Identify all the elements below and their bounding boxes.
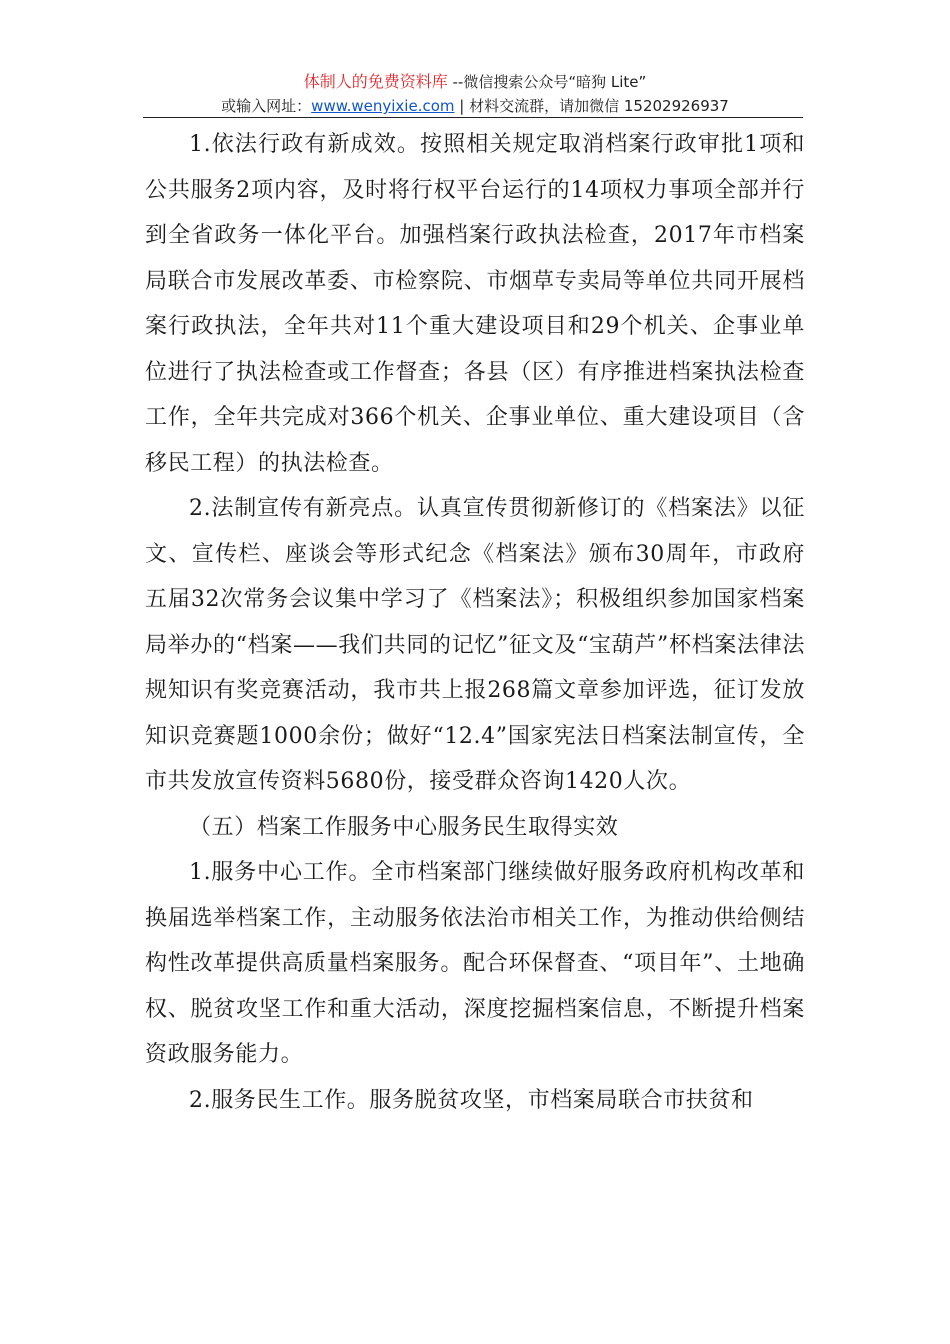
header-line-1 [0,70,950,94]
website-link[interactable]: www.wenyixie.com [311,97,455,115]
header-line-2 [0,94,950,118]
paragraph-service-center: 1.服务中心工作。全市档案部门继续做好服务政府机构改革和换届选举档案工作，主动服务依法治市相关工作，为推动供给侧结构性改革提供高质量档案服务。配合环保督查、“项目年”、土地确权、脱贫攻坚工作和重大活动，深度挖掘档案信息，不断提升档案资政服务能力。 [145,860,805,1067]
section-heading: （五）档案工作服务中心服务民生取得实效 [189,814,619,840]
watermark-header [0,70,950,118]
wechat-note: --微信搜索公众号“暗狗 Lite” [447,73,647,91]
paragraph-legal-administration: 1.依法行政有新成效。按照相关规定取消档案行政审批1项和公共服务2项内容，及时将行权平台运行的14项权力事项全部并行到全省政务一体化平台。加强档案行政执法检查，2017年市档案局联合市发展改革委、市检察院、市烟草专卖局等单位共同开展档案行政执法，全年共对11个重大建设项目和29个机关、企事业单位进行了执法检查或工作督查；各县（区）有序推进档案执法检查工作，全年共完成对366个机关、企事业单位、重大建设项目（含移民工程）的执法检查。 [145,132,805,476]
paragraph-service-livelihood: 2.服务民生工作。服务脱贫攻坚，市档案局联合市扶贫和 [189,1087,754,1113]
contact-text: | 材料交流群，请加微信 15202926937 [454,97,729,115]
paragraph-legal-publicity: 2.法制宣传有新亮点。认真宣传贯彻新修订的《档案法》以征文、宣传栏、座谈会等形式纪念《档案法》颁布30周年，市政府五届32次常务会议集中学习了《档案法》；积极组织参加国家档案局举办的“档案——我们共同的记忆”征文及“宝葫芦”杯档案法律法规知识有奖竞赛活动，我市共上报268篇文章参加评选，征订发放知识竞赛题1000余份；做好“12.4”国家宪法日档案法制宣传，全市共发放宣传资料5680份，接受群众咨询1420人次。 [145,496,805,794]
header-divider [143,117,803,118]
url-prefix: 或输入网址： [221,97,312,115]
document-body [145,122,805,1123]
brand-text: 体制人的免费资料库 [303,72,448,91]
